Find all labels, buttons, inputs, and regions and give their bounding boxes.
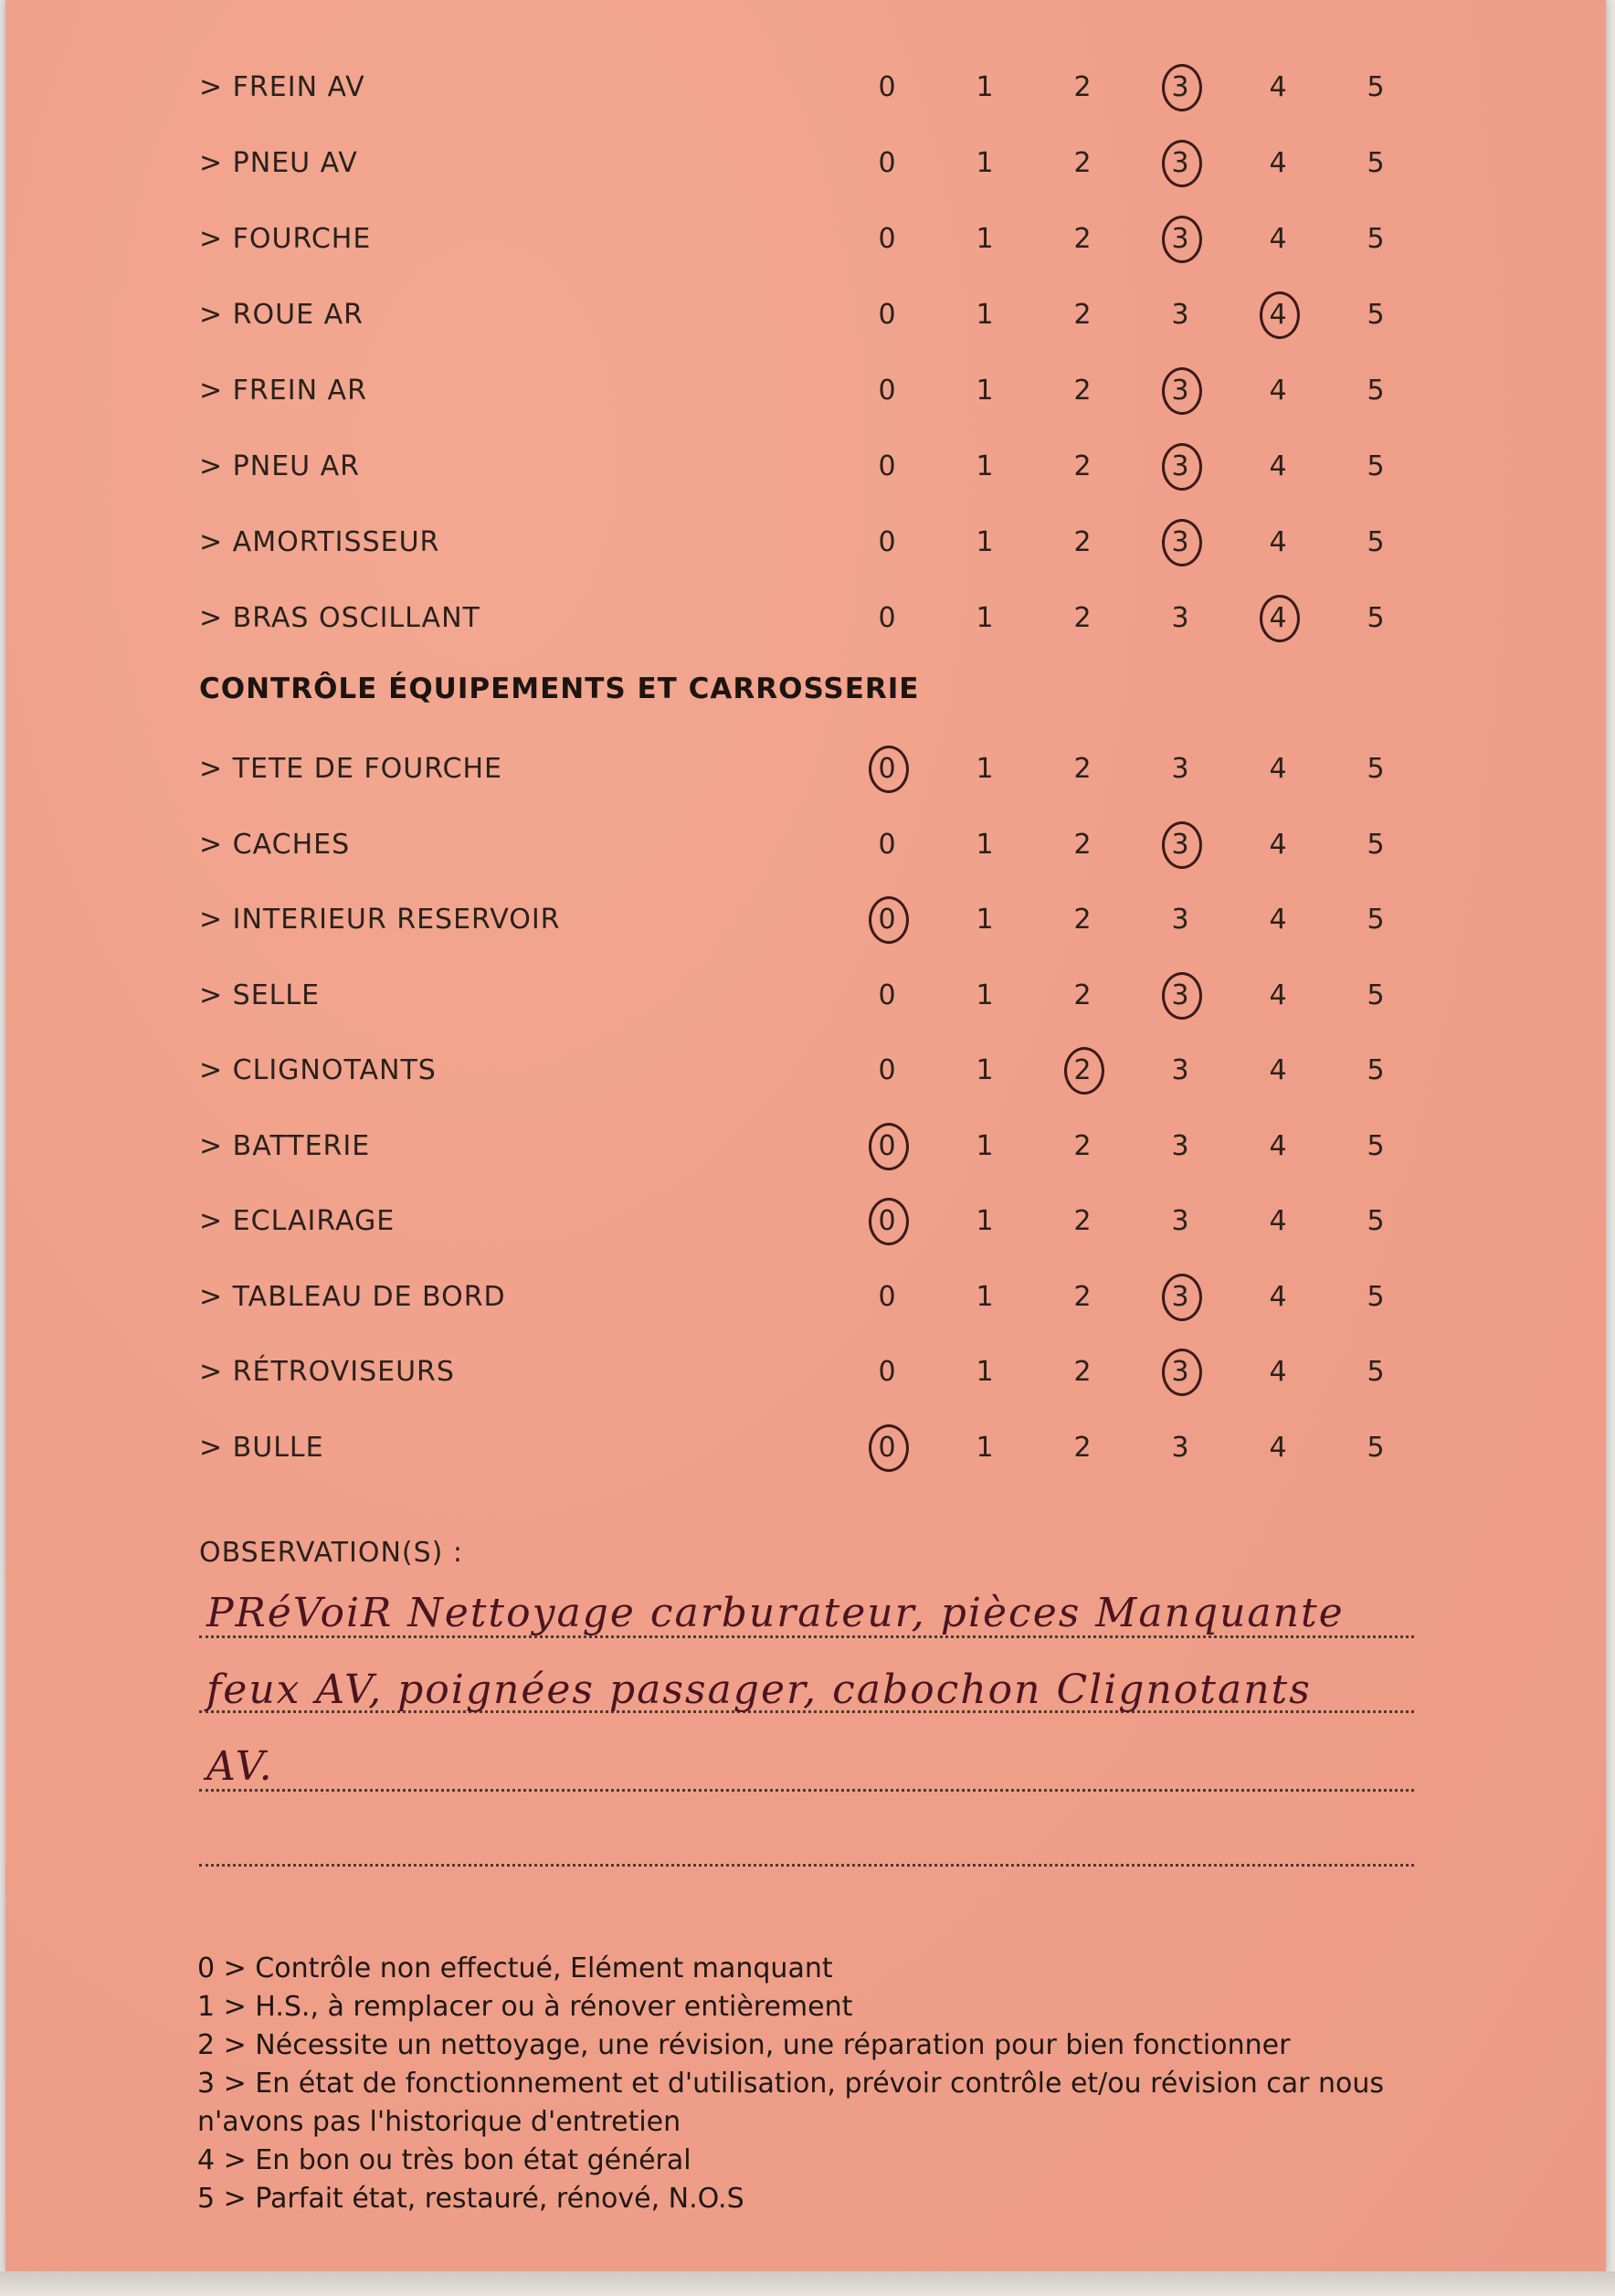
checklist-row (5, 443, 1606, 498)
checklist-item-label: > TABLEAU DE BORD (199, 1280, 506, 1313)
rating-value[interactable]: 5 (1367, 904, 1385, 936)
rating-value[interactable]: 4 (1269, 450, 1287, 482)
rating-value[interactable]: 2 (1073, 1129, 1092, 1162)
rating-value[interactable]: 2 (1073, 828, 1092, 861)
observation-line-4 (199, 1864, 1414, 1867)
rating-value-selected[interactable]: 4 (1255, 602, 1301, 634)
checklist-row (5, 1274, 1606, 1328)
rating-value[interactable]: 5 (1367, 223, 1385, 255)
checklist-item-label: > PNEU AR (199, 450, 361, 482)
rating-value[interactable]: 1 (976, 147, 994, 179)
rating-value[interactable]: 4 (1269, 147, 1287, 179)
legend-item-0: 0 > Contrôle non effectué, Elément manquant (197, 1952, 833, 1984)
rating-value[interactable]: 0 (878, 223, 896, 255)
checklist-row (5, 291, 1606, 346)
rating-value-selected[interactable]: 2 (1060, 1054, 1105, 1086)
rating-value[interactable]: 1 (976, 526, 994, 558)
rating-value-selected[interactable]: 3 (1157, 450, 1203, 482)
rating-value[interactable]: 1 (976, 904, 994, 936)
rating-value[interactable]: 0 (878, 375, 896, 407)
checklist-item-label: > FOURCHE (199, 223, 372, 255)
rating-value-selected[interactable]: 3 (1157, 1356, 1203, 1388)
rating-value[interactable]: 2 (1073, 1431, 1092, 1464)
rating-value[interactable]: 3 (1171, 1431, 1189, 1464)
rating-value[interactable]: 2 (1073, 147, 1092, 179)
rating-value[interactable]: 1 (976, 753, 994, 785)
rating-value[interactable]: 0 (878, 526, 896, 558)
rating-value[interactable]: 2 (1073, 753, 1092, 785)
rating-value[interactable]: 1 (976, 71, 994, 103)
legend-item-4: 4 > En bon ou très bon état général (197, 2144, 691, 2176)
table-surface (0, 2271, 1615, 2296)
checklist-row (5, 216, 1606, 270)
rating-value-selected[interactable]: 3 (1157, 147, 1203, 179)
rating-value[interactable]: 0 (878, 602, 896, 634)
rating-value[interactable]: 3 (1171, 1129, 1189, 1162)
rating-value[interactable]: 0 (878, 450, 896, 482)
rating-value[interactable]: 5 (1367, 753, 1385, 785)
rating-value-selected[interactable]: 3 (1157, 375, 1203, 407)
checklist-item-label: > ROUE AR (199, 299, 364, 331)
rating-value-selected[interactable]: 3 (1157, 71, 1203, 103)
checklist-item-label: > INTERIEUR RESERVOIR (199, 904, 561, 936)
checklist-item-label: > CLIGNOTANTS (199, 1054, 437, 1086)
checklist-row (5, 367, 1606, 422)
checklist-row (5, 595, 1606, 650)
checklist-row (5, 1424, 1606, 1479)
rating-value[interactable]: 4 (1269, 223, 1287, 255)
checklist-item-label: > BATTERIE (199, 1129, 371, 1162)
rating-value[interactable]: 1 (976, 1129, 994, 1162)
legend-item-3: 3 > En état de fonctionnement et d'utilisation, prévoir contrôle et/ou révision car nous n'avons pas l'historique d'entretien (197, 2068, 1385, 2138)
observation-text-1: PRéVoiR Nettoyage carburateur, pièces Manquante (206, 1590, 1345, 1636)
rating-value[interactable]: 4 (1269, 1356, 1287, 1388)
rating-value[interactable]: 2 (1073, 71, 1092, 103)
rating-value[interactable]: 1 (976, 1280, 994, 1313)
rating-value[interactable]: 4 (1269, 1205, 1287, 1237)
rating-value[interactable]: 2 (1073, 526, 1092, 558)
rating-value[interactable]: 4 (1269, 979, 1287, 1011)
rating-value-selected[interactable]: 0 (864, 1205, 910, 1237)
checklist-item-label: > TETE DE FOURCHE (199, 753, 502, 785)
rating-value[interactable]: 4 (1269, 1280, 1287, 1313)
checklist-item-label: > BRAS OSCILLANT (199, 602, 480, 634)
rating-value[interactable]: 4 (1269, 1054, 1287, 1086)
rating-value[interactable]: 1 (976, 1205, 994, 1237)
rating-value[interactable]: 0 (878, 1356, 896, 1388)
section-title-equipment: CONTRÔLE ÉQUIPEMENTS ET CARROSSERIE (199, 672, 920, 705)
checklist-item-label: > SELLE (199, 979, 321, 1011)
rating-value[interactable]: 2 (1073, 375, 1092, 407)
rating-value[interactable]: 4 (1269, 828, 1287, 861)
rating-value[interactable]: 5 (1367, 1205, 1385, 1237)
checklist-item-label: > FREIN AR (199, 375, 367, 407)
rating-value[interactable]: 2 (1073, 1280, 1092, 1313)
rating-value[interactable]: 0 (878, 71, 896, 103)
checklist-item-label: > CACHES (199, 828, 351, 861)
rating-value[interactable]: 5 (1367, 602, 1385, 634)
checklist-row (5, 746, 1606, 800)
rating-value[interactable]: 1 (976, 602, 994, 634)
rating-value-selected[interactable]: 3 (1157, 1281, 1203, 1313)
checklist-item-label: > PNEU AV (199, 147, 358, 179)
rating-value[interactable]: 1 (976, 375, 994, 407)
checklist-item-label: > RÉTROVISEURS (199, 1356, 455, 1388)
rating-legend (197, 1950, 1421, 2218)
observation-text-2: feux AV, poignées passager, cabochon Clignotants (206, 1666, 1312, 1713)
rating-value-selected[interactable]: 3 (1157, 829, 1203, 861)
rating-value[interactable]: 2 (1073, 904, 1092, 936)
rating-value[interactable]: 1 (976, 450, 994, 482)
rating-value-selected[interactable]: 0 (864, 904, 910, 936)
checklist-row (5, 140, 1606, 195)
rating-value[interactable]: 5 (1367, 147, 1385, 179)
checklist-item-label: > FREIN AV (199, 71, 365, 103)
rating-value[interactable]: 0 (878, 147, 896, 179)
checklist-row (5, 1123, 1606, 1178)
checklist-item-label: > AMORTISSEUR (199, 526, 440, 558)
rating-value[interactable]: 4 (1269, 375, 1287, 407)
legend-item-1: 1 > H.S., à remplacer ou à rénover entièrement (197, 1991, 853, 2023)
rating-value[interactable]: 4 (1269, 1431, 1287, 1464)
rating-value[interactable]: 2 (1073, 450, 1092, 482)
rating-value-selected[interactable]: 0 (864, 1130, 910, 1162)
rating-value[interactable]: 3 (1171, 1205, 1189, 1237)
rating-value[interactable]: 2 (1073, 223, 1092, 255)
rating-value-selected[interactable]: 0 (864, 1432, 910, 1464)
checklist-row (5, 896, 1606, 951)
rating-value[interactable]: 3 (1171, 602, 1189, 634)
rating-value[interactable]: 0 (878, 299, 896, 331)
checklist-row (5, 1349, 1606, 1403)
checklist-row (5, 972, 1606, 1027)
rating-value[interactable]: 4 (1269, 1129, 1287, 1162)
rating-value-selected[interactable]: 3 (1157, 979, 1203, 1011)
rating-value[interactable]: 1 (976, 979, 994, 1011)
rating-value[interactable]: 2 (1073, 1356, 1092, 1388)
rating-value[interactable]: 4 (1269, 71, 1287, 103)
rating-value[interactable]: 0 (878, 979, 896, 1011)
rating-value[interactable]: 3 (1171, 1054, 1189, 1086)
rating-value[interactable]: 1 (976, 828, 994, 861)
checklist-row (5, 821, 1606, 876)
rating-value[interactable]: 1 (976, 299, 994, 331)
rating-value[interactable]: 5 (1367, 828, 1385, 861)
rating-value[interactable]: 1 (976, 223, 994, 255)
observations-title: OBSERVATION(S) : (199, 1537, 463, 1569)
rating-value[interactable]: 0 (878, 1280, 896, 1313)
rating-value[interactable]: 3 (1171, 904, 1189, 936)
checklist-row (5, 64, 1606, 119)
rating-value[interactable]: 2 (1073, 1205, 1092, 1237)
checklist-item-label: > BULLE (199, 1431, 324, 1464)
rating-value[interactable]: 4 (1269, 526, 1287, 558)
inspection-sheet (5, 0, 1606, 2271)
rating-value-selected[interactable]: 0 (864, 753, 910, 785)
rating-value[interactable]: 2 (1073, 602, 1092, 634)
rating-value[interactable]: 3 (1171, 299, 1189, 331)
rating-value-selected[interactable]: 3 (1157, 526, 1203, 558)
legend-item-2: 2 > Nécessite un nettoyage, une révision, une réparation pour bien fonctionner (197, 2029, 1291, 2061)
rating-value[interactable]: 4 (1269, 904, 1287, 936)
checklist-row (5, 1047, 1606, 1102)
rating-value[interactable]: 2 (1073, 299, 1092, 331)
rating-value[interactable]: 1 (976, 1431, 994, 1464)
rating-value[interactable]: 5 (1367, 1054, 1385, 1086)
rating-value[interactable]: 3 (1171, 753, 1189, 785)
rating-value[interactable]: 5 (1367, 1129, 1385, 1162)
rating-value[interactable]: 5 (1367, 526, 1385, 558)
checklist-item-label: > ECLAIRAGE (199, 1205, 396, 1237)
rating-value[interactable]: 0 (878, 828, 896, 861)
rating-value[interactable]: 5 (1367, 375, 1385, 407)
observation-text-3: AV. (206, 1743, 274, 1790)
rating-value[interactable]: 5 (1367, 450, 1385, 482)
rating-value[interactable]: 2 (1073, 979, 1092, 1011)
rating-value[interactable]: 5 (1367, 71, 1385, 103)
rating-value[interactable]: 5 (1367, 1356, 1385, 1388)
rating-value[interactable]: 0 (878, 1054, 896, 1086)
rating-value[interactable]: 1 (976, 1356, 994, 1388)
rating-value[interactable]: 5 (1367, 1280, 1385, 1313)
legend-item-5: 5 > Parfait état, restauré, rénové, N.O.S (197, 2183, 744, 2215)
rating-value[interactable]: 1 (976, 1054, 994, 1086)
rating-value[interactable]: 5 (1367, 1431, 1385, 1464)
checklist-row (5, 519, 1606, 574)
rating-value[interactable]: 4 (1269, 753, 1287, 785)
rating-value-selected[interactable]: 4 (1255, 299, 1301, 331)
checklist-row (5, 1198, 1606, 1253)
observation-line-3 (199, 1789, 1414, 1792)
rating-value-selected[interactable]: 3 (1157, 223, 1203, 255)
rating-value[interactable]: 5 (1367, 299, 1385, 331)
rating-value[interactable]: 5 (1367, 979, 1385, 1011)
